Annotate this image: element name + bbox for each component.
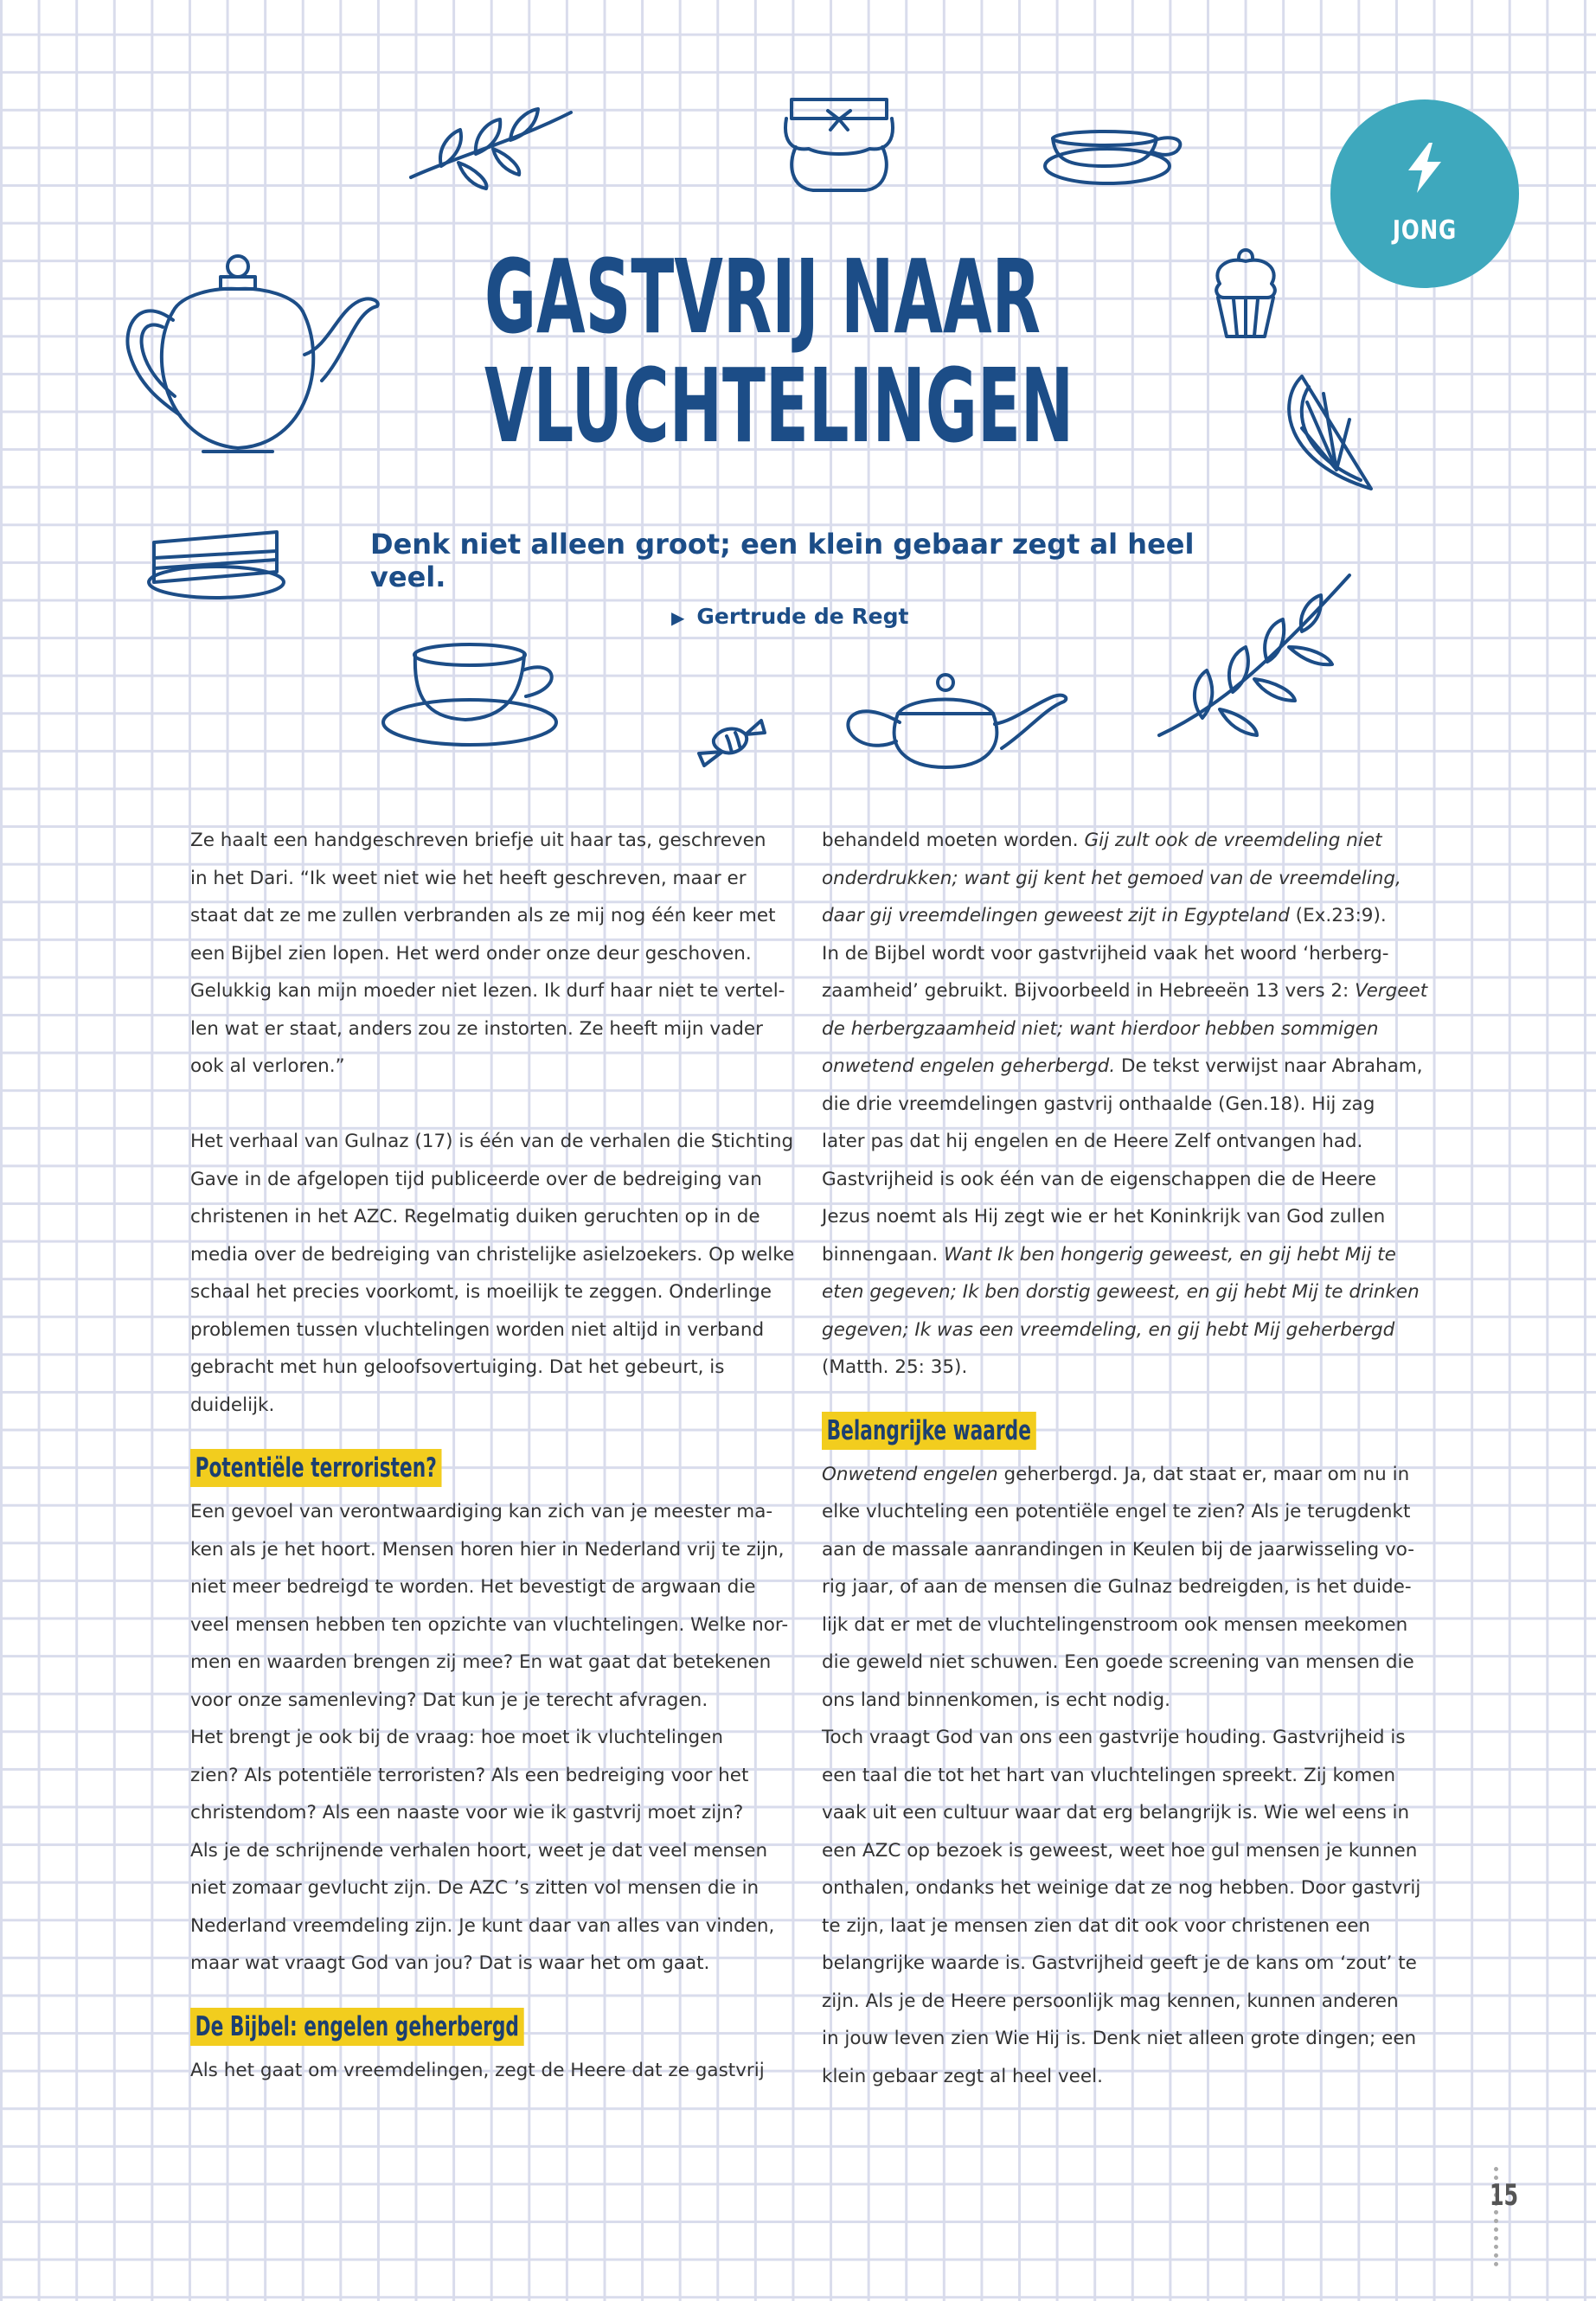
- text-line: Als je de schrijnende verhalen hoort, weet je dat veel mensen: [190, 1839, 768, 1862]
- text-line: een taal die tot het hart van vluchtelingen spreekt. Zij komen: [822, 1764, 1396, 1786]
- page-number: 15: [1490, 2178, 1519, 2213]
- text-line: (Matth. 25: 35).: [822, 1356, 968, 1378]
- text-line: media over de bedreiging van christelijke asielzoekers. Op welke: [190, 1243, 795, 1266]
- text-line: ken als je het hoort. Mensen horen hier in Nederland vrij te zijn,: [190, 1538, 785, 1561]
- text-line: veel mensen hebben ten opzichte van vluchtelingen. Welke nor-: [190, 1613, 789, 1636]
- text-line: een AZC op bezoek is geweest, weet hoe gul mensen je kunnen: [822, 1839, 1418, 1862]
- text-line: staat dat ze me zullen verbranden als ze mij nog één keer met: [190, 905, 776, 926]
- text-line: in jouw leven zien Wie Hij is. Denk niet alleen grote dingen; een: [822, 2028, 1417, 2049]
- text-line: ook al verloren.”: [190, 1055, 345, 1077]
- title-line-2: VLUCHTELINGEN: [484, 346, 1074, 465]
- text-line: later pas dat hij engelen en de Heere Zelf ontvangen had.: [822, 1131, 1363, 1152]
- text-line: Als het gaat om vreemdelingen, zegt de Heere dat ze gastvrij: [190, 2059, 765, 2081]
- text-line: Nederland vreemdeling zijn. Je kunt daar van alles van vinden,: [190, 1914, 775, 1937]
- text-line: zijn. Als je de Heere persoonlijk mag kennen, kunnen anderen: [822, 1990, 1399, 2012]
- text-line: die drie vreemdelingen gastvrij onthaalde (Gen.18). Hij zag: [822, 1093, 1375, 1115]
- text-line: Jezus noemt als Hij zegt wie er het Koninkrijk van God zullen: [822, 1206, 1386, 1227]
- text-line: gegeven; Ik was een vreemdeling, en gij hebt Mij geherbergd: [822, 1318, 1395, 1341]
- text-line: niet meer bedreigd te worden. Het bevestigt de argwaan die: [190, 1576, 756, 1598]
- text-line: In de Bijbel wordt voor gastvrijheid vaak het woord ‘herberg-: [822, 942, 1389, 965]
- badge-label: JONG: [1392, 215, 1458, 246]
- lightning-bolt-icon: [1400, 141, 1450, 195]
- text-line: christendom? Als een naaste voor wie ik gastvrij moet zijn?: [190, 1802, 744, 1823]
- cup-saucer-icon: [1042, 121, 1189, 190]
- text-line: schaal het precies voorkomt, is moeilijk te zeggen. Onderlinge: [190, 1281, 772, 1303]
- text-line: elke vluchteling een potentiële engel te zien? Als je terugdenkt: [822, 1501, 1411, 1522]
- text-line: rig jaar, of aan de mensen die Gulnaz bedreigden, is het duide-: [822, 1576, 1412, 1598]
- text-line: behandeld moeten worden. Gij zult ook de vreemdeling niet: [822, 830, 1382, 851]
- text-line: een Bijbel zien lopen. Het werd onder onze deur geschoven.: [190, 942, 752, 965]
- text-line: onwetend engelen geherbergd. De tekst verwijst naar Abraham,: [822, 1055, 1423, 1077]
- text-line: Toch vraagt God van ons een gastvrije houding. Gastvrijheid is: [822, 1727, 1406, 1748]
- text-line: Ze haalt een handgeschreven briefje uit haar tas, geschreven: [190, 830, 766, 851]
- text-line: zaamheid’ gebruikt. Bijvoorbeeld in Hebreeën 13 vers 2: Vergeet: [822, 980, 1428, 1002]
- lemon-slice-icon: [1285, 368, 1375, 493]
- cake-slice-icon: [147, 523, 290, 601]
- text-line: aan de massale aanrandingen in Keulen bij de jaarwisseling vo-: [822, 1538, 1415, 1561]
- text-line: Gave in de afgelopen tijd publiceerde over de bedreiging van: [190, 1168, 762, 1190]
- cupcake-icon: [1202, 242, 1289, 342]
- section-badge: [1330, 99, 1519, 288]
- leaf-branch-icon: [407, 95, 580, 190]
- text-line: binnengaan. Want Ik ben hongerig geweest, en gij hebt Mij te: [822, 1243, 1396, 1266]
- text-line: voor onze samenleving? Dat kun je je terecht afvragen.: [190, 1689, 708, 1711]
- text-line: lijk dat er met de vluchtelingenstroom ook mensen meekomen: [822, 1613, 1408, 1636]
- text-line: onthalen, ondanks het weinige dat ze nog hebben. Door gastvrij: [822, 1877, 1421, 1899]
- left-column: [190, 822, 795, 2089]
- author-name: Gertrude de Regt: [696, 604, 909, 629]
- author-byline: [671, 604, 908, 629]
- text-line: christenen in het AZC. Regelmatig duiken geruchten op in de: [190, 1206, 760, 1227]
- text-line: belangrijke waarde is. Gastvrijheid geeft je de kans om ‘zout’ te: [822, 1952, 1417, 1974]
- title-line-1: GASTVRIJ NAAR: [484, 237, 1041, 356]
- text-line: niet zomaar gevlucht zijn. De AZC ’s zitten vol mensen die in: [190, 1877, 760, 1899]
- text-line: daar gij vreemdelingen geweest zijt in Egypteland (Ex.23:9).: [822, 905, 1387, 926]
- teapot-icon: [121, 251, 389, 467]
- text-line: men en waarden brengen zij mee? En wat gaat dat betekenen: [190, 1651, 772, 1673]
- text-line: eten gegeven; Ik ben dorstig geweest, en gij hebt Mij te drinken: [822, 1281, 1420, 1303]
- text-line: gebracht met hun geloofsovertuiging. Dat het gebeurt, is: [190, 1356, 725, 1378]
- section-heading: Belangrijke waarde: [822, 1412, 1036, 1450]
- text-line: zien? Als potentiële terroristen? Als een bedreiging voor het: [190, 1764, 749, 1786]
- text-line: ons land binnenkomen, is echt nodig.: [822, 1689, 1170, 1711]
- page-title: [484, 237, 1074, 465]
- text-line: die geweld niet schuwen. Een goede screening van mensen die: [822, 1651, 1414, 1673]
- text-line: te zijn, laat je mensen zien dat dit ook voor christenen een: [822, 1914, 1371, 1937]
- text-line: Een gevoel van verontwaardiging kan zich van je meester ma-: [190, 1501, 773, 1522]
- subtitle: Denk niet alleen groot; een klein gebaar zegt al heel veel.: [370, 528, 1195, 593]
- text-line: de herbergzaamheid niet; want hierdoor hebben sommigen: [822, 1017, 1379, 1040]
- text-line: len wat er staat, anders zou ze instorten. Ze heeft mijn vader: [190, 1017, 763, 1040]
- text-line: maar wat vraagt God van jou? Dat is waar het om gaat.: [190, 1952, 710, 1974]
- right-column: [822, 822, 1428, 2095]
- text-line: duidelijk.: [190, 1394, 275, 1416]
- text-line: vaak uit een cultuur waar dat erg belangrijk is. Wie wel eens in: [822, 1802, 1410, 1823]
- leaf-branch-icon: [1155, 571, 1354, 744]
- text-line: in het Dari. “Ik weet niet wie het heeft geschreven, maar er: [190, 867, 747, 889]
- text-line: Onwetend engelen geherbergd. Ja, dat staat er, maar om nu in: [822, 1463, 1410, 1485]
- triangle-icon: ▶: [671, 607, 685, 628]
- teapot-small-icon: [837, 670, 1071, 774]
- candy-icon: [692, 714, 770, 770]
- text-line: Gastvrijheid is ook één van de eigenschappen die de Heere: [822, 1168, 1376, 1190]
- jam-jar-icon: [774, 87, 904, 195]
- text-line: onderdrukken; want gij kent het gemoed van de vreemdeling,: [822, 867, 1401, 889]
- text-line: Het brengt je ook bij de vraag: hoe moet ik vluchtelingen: [190, 1727, 724, 1748]
- text-line: klein gebaar zegt al heel veel.: [822, 2065, 1103, 2087]
- section-heading: De Bijbel: engelen geherbergd: [190, 2008, 524, 2046]
- text-line: problemen tussen vluchtelingen worden niet altijd in verband: [190, 1318, 765, 1341]
- cup-saucer-icon: [379, 636, 569, 748]
- text-line: Het verhaal van Gulnaz (17) is één van de verhalen die Stichting: [190, 1131, 794, 1152]
- text-line: Gelukkig kan mijn moeder niet lezen. Ik durf haar niet te vertel-: [190, 980, 785, 1002]
- section-heading: Potentiële terroristen?: [190, 1449, 441, 1487]
